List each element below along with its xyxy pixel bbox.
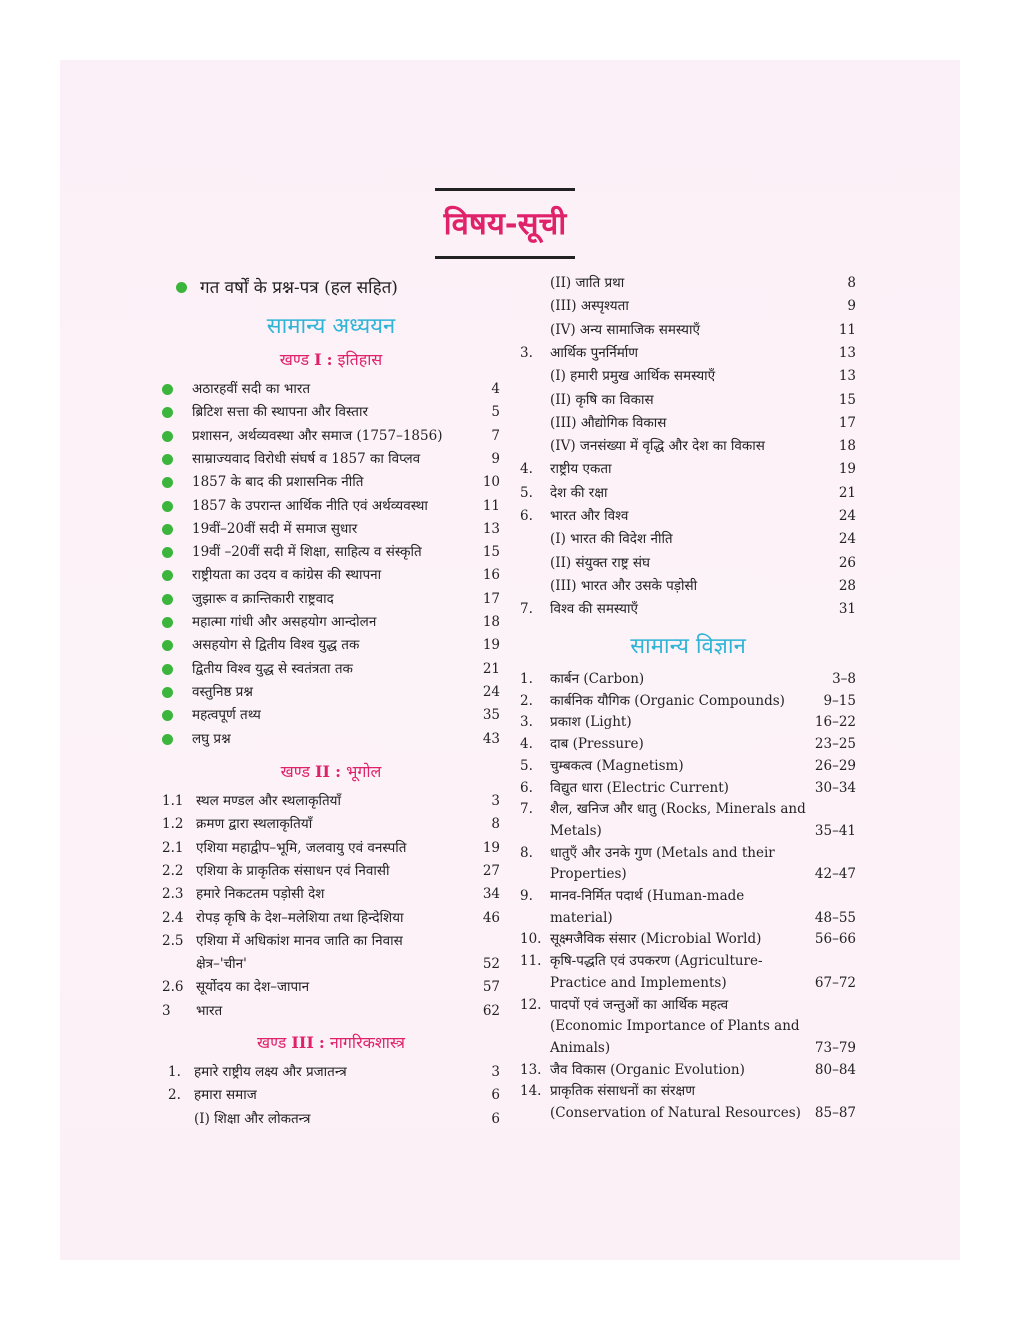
item-page: 6 (491, 1087, 500, 1104)
item-page: 21 (482, 660, 500, 677)
right-column (520, 272, 856, 1142)
item-title: (IV) जनसंख्या में वृद्धि और देश का विकास (550, 438, 765, 455)
heading-samanya-vigyan: सामान्य विज्ञान (630, 634, 746, 659)
item-page: 6 (491, 1110, 500, 1127)
item-page: 15 (838, 391, 856, 408)
bullet-icon (162, 547, 173, 558)
list-item (162, 728, 500, 750)
item-page: 24 (838, 531, 856, 548)
item-page: 13 (838, 368, 856, 385)
item-number: 10. (520, 931, 542, 948)
bullet-icon (162, 570, 173, 581)
item-number: 4. (520, 736, 533, 753)
item-title: (III) औद्योगिक विकास (550, 414, 667, 431)
bullet-icon (176, 282, 187, 293)
item-title: शैल, खनिज और धातु (Rocks, Minerals and (550, 801, 806, 818)
item-page: 16 (482, 567, 500, 584)
list-item (162, 518, 500, 540)
item-title: जुझारू व क्रान्तिकारी राष्ट्रवाद (192, 590, 334, 607)
list-item (162, 1108, 500, 1130)
list-item (162, 1061, 500, 1083)
item-title: जैव विकास (Organic Evolution) (550, 1061, 745, 1078)
item-title: धातुएँ और उनके गुण (Metals and their (550, 844, 775, 861)
bullet-icon (162, 477, 173, 488)
list-item (162, 976, 500, 998)
list-item (162, 448, 500, 470)
item-title: राष्ट्रीयता का उदय व कांग्रेस की स्थापना (192, 567, 382, 584)
list-item (520, 820, 856, 842)
title-rule-top (435, 188, 575, 191)
item-title: आर्थिक पुनर्निर्माण (550, 344, 639, 361)
item-page: 19 (838, 461, 856, 478)
item-title: राष्ट्रीय एकता (550, 461, 612, 478)
item-page: 27 (482, 862, 500, 879)
item-title: एशिया के प्राकृतिक संसाधन एवं निवासी (196, 862, 390, 879)
list-item (162, 378, 500, 400)
item-number: 2. (168, 1087, 181, 1104)
khand-prefix: खण्ड (280, 762, 310, 781)
bullet-icon (162, 594, 173, 605)
item-page: 16–22 (814, 714, 856, 731)
list-item (520, 950, 856, 972)
item-title: 1857 के उपरान्त आर्थिक नीति एवं अर्थव्यवस्था (192, 497, 428, 514)
item-title: कार्बन (Carbon) (550, 671, 645, 687)
item-number: 2.5 (162, 932, 184, 949)
title-block (435, 188, 575, 259)
heading-khand-1 (162, 348, 500, 372)
item-number: 5. (520, 484, 533, 501)
bullet-icon (162, 734, 173, 745)
item-page: 80–84 (814, 1061, 856, 1078)
item-title: प्रकाश (Light) (550, 714, 632, 731)
item-title: ब्रिटिश सत्ता की स्थापना और विस्तार (192, 404, 369, 421)
item-page: 56–66 (814, 931, 856, 948)
item-page: 24 (838, 508, 856, 524)
item-title: (I) शिक्षा और लोकतन्त्र (194, 1110, 311, 1127)
item-title: लघु प्रश्न (192, 730, 231, 747)
list-item (162, 425, 500, 447)
item-number: 5. (520, 757, 533, 774)
item-number: 1. (520, 671, 533, 687)
item-page: 42–47 (814, 866, 856, 883)
list-item (520, 1015, 856, 1037)
item-page: 28 (838, 577, 856, 594)
list-item (162, 930, 500, 952)
list-item (520, 295, 856, 317)
item-number: 3. (520, 344, 533, 361)
item-title: Practice and Implements) (550, 974, 727, 991)
item-title: चुम्बकत्व (Magnetism) (550, 757, 684, 774)
item-title: प्रशासन, अर्थव्यवस्था और समाज (1757–1856) (192, 427, 443, 444)
list-item (162, 837, 500, 859)
item-title: असहयोग से द्वितीय विश्व युद्ध तक (192, 637, 360, 654)
list-item (162, 790, 500, 812)
item-title: सूक्ष्मजैविक संसार (Microbial World) (550, 931, 762, 948)
item-title: कृषि-पद्धति एवं उपकरण (Agriculture- (550, 953, 763, 970)
list-item (520, 733, 856, 755)
item-title: भारत और विश्व (550, 508, 629, 524)
list-item (520, 690, 856, 712)
heading-khand-3 (162, 1031, 500, 1055)
list-item (520, 928, 856, 950)
bullet-icon (162, 710, 173, 721)
item-title: क्रमण द्वारा स्थलाकृतियाँ (196, 816, 313, 833)
bullet-icon (162, 524, 173, 535)
khand-name: भूगोल (346, 762, 382, 781)
item-title: विद्युत धारा (Electric Current) (550, 779, 729, 796)
item-title: 1857 के बाद की प्रशासनिक नीति (192, 474, 364, 491)
heading-samanya-adhyayan: सामान्य अध्ययन (266, 314, 396, 339)
item-title: एशिया में अधिकांश मानव जाति का निवास (196, 932, 403, 949)
item-title: महात्मा गांधी और असहयोग आन्दोलन (192, 614, 377, 630)
item-title: (Conservation of Natural Resources) (550, 1105, 801, 1121)
list-item (520, 994, 856, 1016)
list-item (162, 634, 500, 656)
item-title: (II) जाति प्रथा (550, 275, 625, 291)
item-number: 8. (520, 844, 533, 861)
item-page: 9 (847, 298, 856, 315)
item-page: 3 (491, 793, 500, 809)
list-item (520, 798, 856, 820)
item-number: 7. (520, 801, 533, 818)
item-title: प्राकृतिक संसाधनों का संरक्षण (550, 1083, 695, 1100)
item-title: स्थल मण्डल और स्थलाकृतियाँ (196, 793, 341, 809)
item-title: (I) भारत की विदेश नीति (550, 531, 673, 548)
item-page: 17 (838, 414, 856, 431)
item-page: 26 (838, 554, 856, 571)
item-title: 19वीं –20वीं सदी में शिक्षा, साहित्य व संस्कृति (192, 544, 422, 561)
item-page: 5 (491, 404, 500, 421)
list-item (520, 668, 856, 690)
list-item (162, 658, 500, 680)
khand-colon: : (335, 762, 341, 781)
list-item (520, 575, 856, 597)
item-title: हमारा समाज (194, 1087, 257, 1104)
item-title: (Economic Importance of Plants and (550, 1018, 800, 1035)
item-page: 62 (482, 1002, 500, 1019)
list-item (520, 505, 856, 527)
item-page: 21 (838, 484, 856, 501)
list-item (520, 528, 856, 550)
item-number: 9. (520, 888, 533, 904)
list-item (520, 552, 856, 574)
bullet-icon (162, 454, 173, 465)
item-title: महत्वपूर्ण तथ्य (192, 707, 261, 724)
list-item (520, 598, 856, 620)
item-page: 4 (491, 381, 500, 397)
item-page: 34 (482, 886, 500, 903)
item-number: 14. (520, 1083, 542, 1100)
item-page: 8 (847, 275, 856, 291)
item-title: विश्व की समस्याएँ (550, 601, 638, 618)
item-number: 4. (520, 461, 533, 478)
item-number: 13. (520, 1061, 542, 1078)
item-page: 3 (491, 1064, 500, 1080)
bullet-icon (162, 664, 173, 675)
item-page: 35–41 (814, 822, 856, 839)
item-page: 26–29 (814, 757, 856, 774)
list-item (162, 495, 500, 517)
item-page: 9–15 (823, 692, 856, 709)
khand-numeral: III (291, 1033, 314, 1052)
khand-numeral: I (314, 350, 322, 369)
item-title: साम्राज्यवाद विरोधी संघर्ष व 1857 का विप्लव (192, 450, 421, 467)
list-item (520, 272, 856, 294)
bullet-icon (162, 687, 173, 698)
item-page: 17 (482, 590, 500, 607)
item-title: एशिया महाद्वीप–भूमि, जलवायु एवं वनस्पति (196, 839, 407, 856)
list-item (520, 863, 856, 885)
list-item (520, 319, 856, 341)
item-page: 18 (482, 614, 500, 630)
item-title: रोपड़ कृषि के देश–मलेशिया तथा हिन्देशिया (196, 909, 404, 926)
item-title: Properties) (550, 866, 627, 883)
list-item (162, 401, 500, 423)
item-number: 2.6 (162, 979, 184, 996)
bullet-icon (162, 501, 173, 512)
pyq-row (162, 276, 500, 300)
list-item (162, 471, 500, 493)
list-item (520, 389, 856, 411)
khand-prefix: खण्ड (279, 350, 309, 369)
item-number: 2.4 (162, 909, 184, 926)
item-page: 10 (482, 474, 500, 491)
item-number: 3. (520, 714, 533, 731)
khand-colon: : (326, 350, 333, 369)
item-page: 19 (482, 839, 500, 856)
bullet-icon (162, 407, 173, 418)
item-title: हमारे राष्ट्रीय लक्ष्य और प्रजातन्त्र (194, 1064, 347, 1080)
item-title: (II) कृषि का विकास (550, 391, 654, 408)
item-page: 9 (491, 450, 500, 467)
list-item (520, 365, 856, 387)
list-item (162, 813, 500, 835)
item-page: 73–79 (814, 1039, 856, 1056)
item-number: 1.2 (162, 816, 184, 833)
item-title: अठारहवीं सदी का भारत (192, 381, 311, 397)
item-title: Metals) (550, 822, 602, 839)
list-item (162, 588, 500, 610)
list-item (520, 907, 856, 929)
item-title: पादपों एवं जन्तुओं का आर्थिक महत्व (550, 996, 729, 1013)
item-number: 2.1 (162, 839, 184, 856)
item-title: वस्तुनिष्ठ प्रश्न (192, 683, 253, 700)
list-item (162, 611, 500, 633)
pyq-label: गत वर्षों के प्रश्न-पत्र (हल सहित) (200, 278, 398, 298)
item-page: 13 (838, 344, 856, 361)
item-title: भारत (196, 1002, 223, 1019)
item-page: 7 (491, 427, 500, 444)
list-item (520, 458, 856, 480)
list-item (520, 755, 856, 777)
list-item (162, 883, 500, 905)
khand-name: इतिहास (337, 350, 383, 369)
item-page: 48–55 (814, 909, 856, 926)
list-item (520, 1059, 856, 1081)
bullet-icon (162, 640, 173, 651)
khand-name: नागरिकशास्त्र (329, 1033, 405, 1052)
list-item (162, 1084, 500, 1106)
item-title: (IV) अन्य सामाजिक समस्याएँ (550, 321, 700, 338)
list-item (520, 777, 856, 799)
list-item (520, 1080, 856, 1102)
item-title: देश की रक्षा (550, 484, 608, 501)
item-title: (III) भारत और उसके पड़ोसी (550, 577, 698, 594)
list-item (162, 1000, 500, 1022)
list-item (520, 842, 856, 864)
bullet-icon (162, 431, 173, 442)
khand-numeral: II (315, 762, 330, 781)
list-item (520, 972, 856, 994)
list-item (162, 541, 500, 563)
list-item (162, 681, 500, 703)
list-item (520, 342, 856, 364)
item-title: हमारे निकटतम पड़ोसी देश (196, 886, 325, 903)
item-page: 13 (482, 520, 500, 537)
item-page: 19 (482, 637, 500, 654)
bullet-icon (162, 384, 173, 395)
item-page: 85–87 (814, 1105, 856, 1121)
item-number: 11. (520, 953, 542, 970)
item-page: 24 (482, 683, 500, 700)
list-item (520, 435, 856, 457)
item-title: 19वीं–20वीं सदी में समाज सुधार (192, 520, 358, 537)
item-title: material) (550, 909, 613, 926)
page-title: विषय-सूची (443, 206, 567, 242)
item-page: 43 (482, 730, 500, 747)
item-page: 67–72 (814, 974, 856, 991)
item-title: क्षेत्र–'चीन' (196, 956, 247, 973)
item-page: 46 (482, 909, 500, 926)
item-number: 3 (162, 1002, 171, 1019)
bullet-icon (162, 617, 173, 628)
list-item (520, 1037, 856, 1059)
item-page: 15 (482, 544, 500, 561)
item-title: सूर्योदय का देश–जापान (196, 979, 310, 996)
heading-khand-2 (162, 760, 500, 784)
item-number: 1.1 (162, 793, 184, 809)
item-page: 57 (482, 979, 500, 996)
title-rule-bottom (435, 256, 575, 259)
list-item (162, 860, 500, 882)
item-page: 11 (482, 497, 500, 514)
left-column (162, 276, 500, 1146)
khand-prefix: खण्ड (257, 1033, 287, 1052)
item-page: 11 (838, 321, 856, 338)
item-title: दाब (Pressure) (550, 736, 644, 753)
khand-colon: : (318, 1033, 325, 1052)
item-page: 18 (838, 438, 856, 455)
item-number: 6. (520, 779, 533, 796)
list-item (162, 704, 500, 726)
list-item (520, 885, 856, 907)
item-title: कार्बनिक यौगिक (Organic Compounds) (550, 692, 785, 709)
list-item (520, 482, 856, 504)
item-page: 8 (491, 816, 500, 833)
list-item (520, 412, 856, 434)
item-page: 35 (482, 707, 500, 724)
item-number: 1. (168, 1064, 181, 1080)
item-page: 23–25 (814, 736, 856, 753)
item-title: Animals) (550, 1039, 611, 1056)
item-title: (I) हमारी प्रमुख आर्थिक समस्याएँ (550, 368, 716, 385)
list-item (162, 564, 500, 586)
item-page: 52 (482, 956, 500, 973)
item-page: 31 (838, 601, 856, 618)
item-number: 6. (520, 508, 533, 524)
list-item (520, 711, 856, 733)
list-item (520, 1102, 856, 1124)
item-title: (II) संयुक्त राष्ट्र संघ (550, 554, 650, 571)
list-item (162, 907, 500, 929)
item-title: द्वितीय विश्व युद्ध से स्वतंत्रता तक (192, 660, 353, 677)
item-number: 12. (520, 996, 542, 1013)
item-number: 2.2 (162, 862, 184, 879)
item-title: (III) अस्पृश्यता (550, 298, 629, 315)
item-number: 7. (520, 601, 533, 618)
list-item (162, 953, 500, 975)
item-page: 3–8 (832, 671, 856, 687)
item-number: 2. (520, 692, 533, 709)
item-title: मानव-निर्मित पदार्थ (Human-made (550, 888, 745, 904)
item-page: 30–34 (814, 779, 856, 796)
item-number: 2.3 (162, 886, 184, 903)
